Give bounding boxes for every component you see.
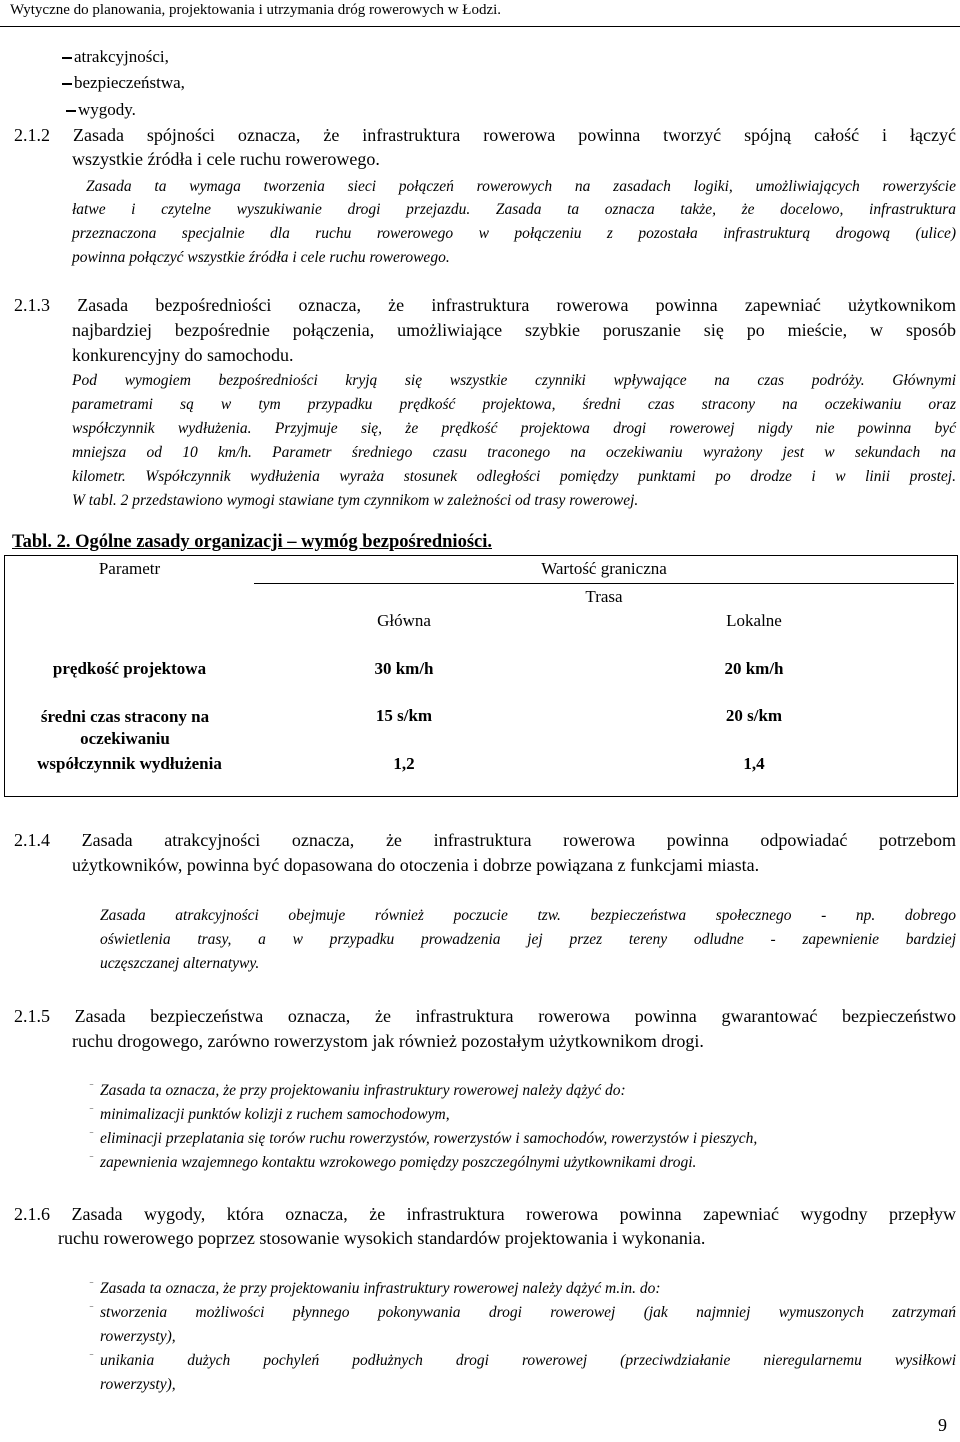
list-item	[66, 99, 136, 121]
section-2-1-4-note: uczęszczanej alternatywy.	[100, 955, 260, 972]
section-2-1-5-line: 2.1.5 Zasada bezpieczeństwa oznacza, że infrastruktura rowerowa powinna gwarantować bezpieczeństwo	[14, 1006, 956, 1026]
section-2-1-6-note: stworzenia możliwości płynnego pokonywania drogi rowerowej (jak najmniej wymuszonych zatrzymań	[100, 1304, 956, 1321]
list-item	[62, 46, 169, 68]
section-2-1-6-note: Zasada ta oznacza, że przy projektowaniu infrastruktury rowerowej należy dążyć m.in. do:	[100, 1280, 661, 1297]
section-2-1-2-note: powinna połączyć wszystkie źródła i cele ruchu rowerowego.	[72, 249, 450, 266]
section-2-1-2-note: przeznaczona specjalnie dla ruchu rowerowego w połączeniu z pozostała infrastrukturą drogową (ulice)	[72, 225, 956, 242]
section-2-1-5-note: zapewnienia wzajemnego kontaktu wzrokowego pomiędzy poszczególnymi użytkownikami drogi.	[100, 1154, 697, 1171]
header-rule	[0, 26, 960, 27]
section-2-1-3-note: współczynnik wydłużenia. Przyjmuje się, że prędkość projektowa drogi rowerowej nigdy nie powinna być	[72, 420, 956, 437]
running-header: Wytyczne do planowania, projektowania i utrzymania dróg rowerowych w Łodzi.	[10, 2, 502, 18]
section-2-1-3-note: W tabl. 2 przedstawiono wymogi stawiane tym czynnikom w zależności od trasy rowerowej.	[72, 492, 639, 509]
section-2-1-3-line: 2.1.3 Zasada bezpośredniości oznacza, że infrastruktura rowerowa powinna zapewniać użytkownikom	[14, 295, 956, 315]
bullet-icon: ‾	[90, 1306, 93, 1316]
dash-bullet-icon	[62, 57, 72, 59]
page-number: 9	[938, 1415, 947, 1435]
section-2-1-5-line: ruchu drogowego, zarówno rowerzystom jak również pozostałym użytkownikom drogi.	[72, 1031, 704, 1051]
bullet-icon: ‾	[90, 1156, 93, 1166]
column-header-glowna: Główna	[377, 611, 431, 630]
section-2-1-3-line: konkurencyjny do samochodu.	[72, 345, 294, 365]
header-divider	[254, 583, 954, 584]
section-2-1-3-note: Pod wymogiem bezpośredniości kryją się wszystkie czynniki wpływające na czas podróży. Głównymi	[72, 372, 956, 389]
section-2-1-6-note: rowerzysty),	[100, 1376, 176, 1393]
dash-bullet-icon	[66, 110, 76, 112]
table-cell-local: 1,4	[743, 754, 765, 773]
column-header-parametr: Parametr	[98, 559, 161, 578]
section-2-1-4-line: użytkowników, powinna być dopasowana do otoczenia i dobrze powiązana z funkcjami miasta.	[72, 855, 760, 875]
section-2-1-3-line: najbardziej bezpośrednie połączenia, umożliwiające szybkie poruszanie się po mieście, w sposób	[72, 320, 956, 340]
section-2-1-5-note: Zasada ta oznacza, że przy projektowaniu infrastruktury rowerowej należy dążyć do:	[100, 1082, 626, 1099]
requirements-table	[4, 555, 958, 797]
bullet-icon: ‾	[90, 1354, 93, 1364]
section-2-1-2-note: Zasada ta wymaga tworzenia sieci połączeń rowerowych na zasadach logiki, umożliwiających rowerzyście	[86, 178, 956, 195]
section-2-1-3-note: parametrami są w tym przypadku prędkość projektowa, średni czas stracony na oczekiwaniu oraz	[72, 396, 956, 413]
table-cell-param: średni czas stracony na oczekiwaniu	[40, 707, 210, 748]
column-header-lokalne: Lokalne	[726, 611, 782, 630]
section-2-1-5-note: eliminacji przeplatania się torów ruchu rowerzystów, rowerzystów i samochodów, rowerzystów i pieszych,	[100, 1130, 758, 1147]
section-2-1-2-line: wszystkie źródła i cele ruchu rowerowego.	[72, 149, 380, 169]
dash-bullet-icon	[62, 83, 72, 85]
section-2-1-2-note: łatwe i czytelne wyszukiwanie drogi przejazdu. Zasada ta oznacza także, że docelowo, infrastruktura	[72, 201, 956, 218]
section-2-1-6-note: unikania dużych pochyleń podłużnych drogi rowerowej (przeciwdziałanie nieregularnemu wysiłkowi	[100, 1352, 956, 1369]
bullet-icon: ‾	[90, 1108, 93, 1118]
table-cell-main: 30 km/h	[374, 659, 434, 678]
table-cell-param: współczynnik wydłużenia	[37, 754, 222, 773]
section-2-1-3-note: mniejsza od 10 km/h. Parametr średniego czasu traconego na oczekiwaniu wyrażony jest w sekundach na	[72, 444, 956, 461]
table-cell-main: 1,2	[393, 754, 415, 773]
column-header-wartosc: Wartość graniczna	[541, 559, 667, 578]
table-cell-main: 15 s/km	[375, 706, 433, 725]
section-2-1-3-note: kilometr. Współczynnik wydłużenia wyraża stosunek odległości pomiędzy punktami po drodze i w linii prostej.	[72, 468, 956, 485]
bullet-icon: ‾	[90, 1132, 93, 1142]
section-2-1-5-note: minimalizacji punktów kolizji z ruchem samochodowym,	[100, 1106, 450, 1123]
section-2-1-6-line: 2.1.6 Zasada wygody, która oznacza, że infrastruktura rowerowa powinna zapewniać wygodny przepływ	[14, 1204, 956, 1224]
table-cell-local: 20 km/h	[724, 659, 784, 678]
list-item	[62, 72, 185, 94]
column-header-trasa: Trasa	[585, 587, 623, 606]
list-item-text: atrakcyjności,	[74, 47, 169, 66]
list-item-text: wygody.	[78, 100, 136, 119]
section-2-1-4-note: Zasada atrakcyjności obejmuje również poczucie tzw. bezpieczeństwa społecznego - np. dobrego	[100, 907, 956, 924]
list-item-text: bezpieczeństwa,	[74, 73, 185, 92]
table-caption: Tabl. 2. Ogólne zasady organizacji – wymóg bezpośredniości.	[12, 532, 492, 552]
table-cell-param: prędkość projektowa	[52, 659, 207, 678]
section-2-1-6-note: rowerzysty),	[100, 1328, 176, 1345]
section-2-1-6-line: ruchu rowerowego poprzez stosowanie wysokich standardów projektowania i wykonania.	[58, 1228, 706, 1248]
table-cell-local: 20 s/km	[725, 706, 783, 725]
section-2-1-4-note: oświetlenia trasy, a w przypadku prowadzenia jej przez tereny odludne - zapewnienie bardziej	[100, 931, 956, 948]
section-2-1-4-line: 2.1.4 Zasada atrakcyjności oznacza, że infrastruktura rowerowa powinna odpowiadać potrzebom	[14, 830, 956, 850]
bullet-icon: ‾	[90, 1084, 93, 1094]
section-2-1-2-line: 2.1.2 Zasada spójności oznacza, że infrastruktura rowerowa powinna tworzyć spójną całość i łączyć	[14, 125, 956, 145]
bullet-icon: ‾	[90, 1282, 93, 1292]
